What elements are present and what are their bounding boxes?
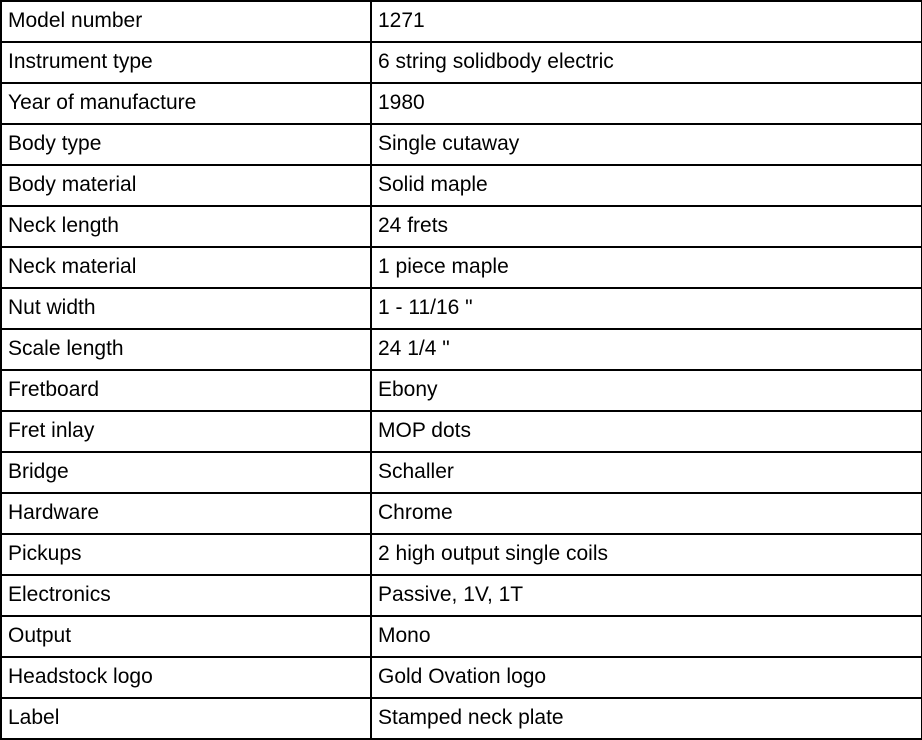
spec-label: Scale length: [1, 329, 371, 370]
spec-label: Fret inlay: [1, 411, 371, 452]
spec-value: Solid maple: [371, 165, 922, 206]
spec-value: Ebony: [371, 370, 922, 411]
spec-label: Body type: [1, 124, 371, 165]
spec-value: Stamped neck plate: [371, 698, 922, 739]
spec-row-hardware: [1, 493, 922, 534]
spec-label: Body material: [1, 165, 371, 206]
spec-table-body: [1, 1, 922, 739]
spec-label: Output: [1, 616, 371, 657]
spec-label: Pickups: [1, 534, 371, 575]
spec-value: MOP dots: [371, 411, 922, 452]
spec-label: Label: [1, 698, 371, 739]
spec-row-pickups: [1, 534, 922, 575]
spec-row-output: [1, 616, 922, 657]
spec-value: 1 - 11/16 ": [371, 288, 922, 329]
spec-value: 1980: [371, 83, 922, 124]
spec-label: Neck material: [1, 247, 371, 288]
spec-label: Hardware: [1, 493, 371, 534]
spec-row-year-of-manufacture: [1, 83, 922, 124]
spec-row-body-type: [1, 124, 922, 165]
spec-value: Gold Ovation logo: [371, 657, 922, 698]
spec-row-body-material: [1, 165, 922, 206]
spec-label: Fretboard: [1, 370, 371, 411]
spec-row-bridge: [1, 452, 922, 493]
spec-label: Bridge: [1, 452, 371, 493]
spec-label: Year of manufacture: [1, 83, 371, 124]
spec-value: 1271: [371, 1, 922, 42]
spec-value: 24 frets: [371, 206, 922, 247]
spec-label: Instrument type: [1, 42, 371, 83]
spec-row-neck-length: [1, 206, 922, 247]
spec-row-scale-length: [1, 329, 922, 370]
spec-label: Electronics: [1, 575, 371, 616]
spec-value: Mono: [371, 616, 922, 657]
spec-value: Passive, 1V, 1T: [371, 575, 922, 616]
spec-row-fret-inlay: [1, 411, 922, 452]
spec-value: Chrome: [371, 493, 922, 534]
spec-label: Model number: [1, 1, 371, 42]
spec-value: 2 high output single coils: [371, 534, 922, 575]
spec-label: Neck length: [1, 206, 371, 247]
spec-value: 1 piece maple: [371, 247, 922, 288]
spec-row-label: [1, 698, 922, 739]
spec-row-electronics: [1, 575, 922, 616]
spec-row-nut-width: [1, 288, 922, 329]
spec-row-model-number: [1, 1, 922, 42]
spec-label: Nut width: [1, 288, 371, 329]
spec-row-neck-material: [1, 247, 922, 288]
spec-row-instrument-type: [1, 42, 922, 83]
spec-value: Single cutaway: [371, 124, 922, 165]
spec-label: Headstock logo: [1, 657, 371, 698]
spec-value: 6 string solidbody electric: [371, 42, 922, 83]
spec-row-fretboard: [1, 370, 922, 411]
spec-row-headstock-logo: [1, 657, 922, 698]
spec-value: 24 1/4 ": [371, 329, 922, 370]
spec-value: Schaller: [371, 452, 922, 493]
